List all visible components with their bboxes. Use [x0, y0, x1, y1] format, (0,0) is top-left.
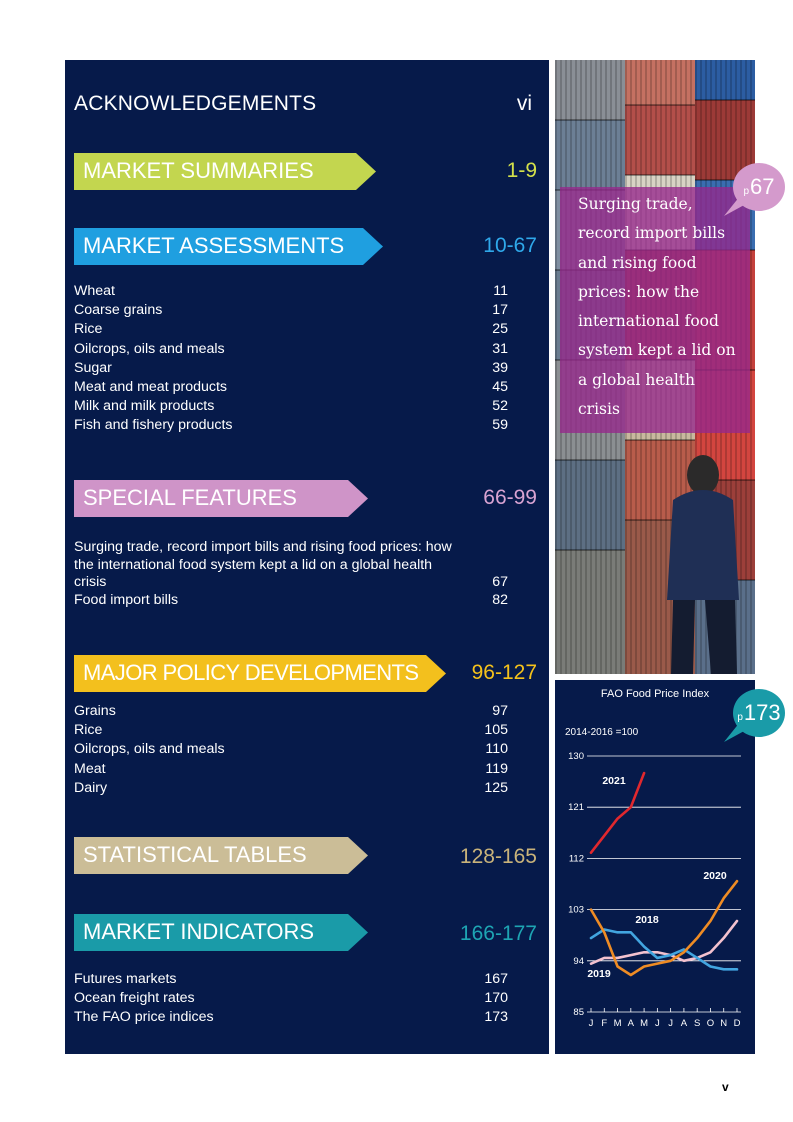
major-policy-entries	[74, 702, 508, 798]
toc-entry-label: Oilcrops, oils and meals	[74, 340, 225, 357]
bubble-tail	[724, 196, 746, 218]
toc-entry[interactable]	[74, 320, 508, 339]
toc-entry-page: 110	[485, 741, 508, 758]
x-tick-label: N	[720, 1018, 728, 1029]
section-title: SPECIAL FEATURES	[83, 485, 297, 510]
toc-entry-label: Sugar	[74, 359, 112, 376]
toc-entry[interactable]	[74, 1008, 508, 1027]
toc-entry-page: 125	[484, 779, 508, 796]
x-tick-label: F	[601, 1018, 608, 1029]
series-label: 2020	[703, 870, 727, 882]
acknowledgements-page: vi	[516, 92, 532, 115]
toc-entry-page: 170	[484, 990, 508, 1007]
toc-entry-page: 31	[492, 340, 508, 357]
y-tick-label: 85	[573, 1007, 584, 1018]
toc-entry[interactable]	[74, 359, 508, 378]
bubble-prefix: p	[743, 185, 750, 197]
market-assessments-entries	[74, 282, 508, 436]
chart-subtitle: 2014-2016 =100	[565, 727, 639, 738]
x-tick-label: M	[613, 1018, 622, 1029]
toc-entry-label: Coarse grains	[74, 302, 163, 319]
x-tick-label: S	[694, 1018, 701, 1029]
toc-entry[interactable]	[74, 721, 508, 740]
page-number: v	[722, 1080, 729, 1094]
toc-entry-label: Meat and meat products	[74, 378, 227, 395]
chart-title: FAO Food Price Index	[600, 688, 710, 700]
y-tick-label: 112	[568, 853, 584, 865]
bubble-page: 173	[743, 700, 781, 725]
y-tick-label: 130	[568, 751, 584, 762]
x-tick-label: A	[627, 1018, 634, 1029]
toc-entry[interactable]	[74, 702, 508, 721]
toc-entry[interactable]	[74, 539, 508, 592]
toc-entry[interactable]	[74, 760, 508, 779]
series-label: 2021	[602, 775, 626, 787]
section-pages: 166-177	[459, 922, 537, 945]
callout-text: Surging trade, record import bills and rising food prices: how the international food system kept a lid on a global health crisis	[578, 195, 736, 419]
toc-entry-label: Rice	[74, 321, 103, 338]
x-tick-label: J	[588, 1018, 594, 1029]
special-features-entries	[74, 539, 508, 609]
bubble-page: 67	[750, 174, 775, 199]
acknowledgements-label[interactable]: ACKNOWLEDGEMENTS	[74, 92, 317, 115]
toc-entry-page: 17	[492, 302, 508, 319]
section-pages: 96-127	[471, 661, 537, 684]
toc-entry-page: 11	[493, 283, 508, 299]
y-tick-label: 94	[573, 955, 584, 967]
toc-entry-label: Milk and milk products	[74, 398, 215, 415]
toc-entry[interactable]	[74, 378, 508, 397]
toc-entry-page: 39	[492, 359, 508, 376]
toc-entry[interactable]	[74, 416, 508, 435]
toc-entry-label: Ocean freight rates	[74, 990, 195, 1007]
market-indicators-entries	[74, 970, 508, 1028]
toc-entry-label: Rice	[74, 722, 103, 739]
section-title: MAJOR POLICY DEVELOPMENTS	[83, 660, 419, 685]
section-title: MARKET INDICATORS	[83, 919, 315, 944]
toc-entry-label: Wheat	[74, 283, 116, 299]
x-tick-label: D	[733, 1018, 741, 1029]
toc-entry-label: Grains	[74, 703, 116, 719]
section-title: MARKET SUMMARIES	[83, 158, 314, 183]
x-tick-label: O	[706, 1018, 715, 1029]
toc-entry-page: 59	[492, 417, 508, 434]
toc-entry[interactable]	[74, 989, 508, 1008]
toc-entry-page: 173	[484, 1009, 508, 1026]
toc-entry[interactable]	[74, 282, 508, 301]
section-title: STATISTICAL TABLES	[83, 842, 307, 867]
toc-entry-page: 119	[485, 760, 508, 777]
toc-entry[interactable]	[74, 397, 508, 416]
toc-entry-label: Futures markets	[74, 971, 177, 987]
toc-entry-label: Fish and fishery products	[74, 417, 233, 434]
toc-entry-page: 82	[492, 591, 508, 608]
toc-panel	[65, 60, 549, 1054]
toc-entry-page: 52	[492, 398, 508, 415]
toc-entry-label: Meat	[74, 760, 106, 777]
section-pages: 66-99	[483, 486, 537, 509]
section-pages: 10-67	[483, 234, 537, 257]
toc-entry-label: Surging trade, record import bills and rising food prices: how the international food system kept a lid on a global health crisis	[74, 539, 452, 590]
toc-entry[interactable]	[74, 740, 508, 759]
y-tick-label: 103	[568, 904, 584, 916]
y-tick-label: 121	[568, 802, 584, 814]
toc-entry[interactable]	[74, 301, 508, 320]
toc-entry-label: Oilcrops, oils and meals	[74, 741, 225, 758]
x-tick-label: A	[680, 1018, 688, 1029]
section-title: MARKET ASSESSMENTS	[83, 233, 345, 258]
toc-entry-label: Dairy	[74, 779, 108, 796]
toc-entry-page: 25	[492, 321, 508, 338]
x-tick-label: M	[640, 1018, 649, 1029]
toc-entry-page: 67	[492, 574, 508, 590]
toc-entry-label: Food import bills	[74, 591, 179, 608]
toc-entry[interactable]	[74, 340, 508, 359]
section-pages: 1-9	[506, 159, 537, 182]
section-pages: 128-165	[459, 845, 537, 868]
x-tick-label: J	[668, 1018, 674, 1029]
toc-entry[interactable]	[74, 592, 508, 610]
toc-entry[interactable]	[74, 779, 508, 798]
feature-callout[interactable]	[560, 187, 750, 433]
toc-entry-page: 167	[484, 971, 508, 987]
bubble-tail	[724, 722, 746, 744]
toc-entry[interactable]	[74, 970, 508, 989]
toc-entry-page: 97	[492, 703, 508, 719]
series-label: 2019	[587, 968, 611, 980]
x-tick-label: J	[654, 1018, 660, 1029]
bubble-prefix: p	[737, 711, 743, 723]
toc-entry-label: The FAO price indices	[74, 1009, 214, 1026]
series-label: 2018	[635, 914, 659, 926]
toc-entry-page: 45	[492, 378, 508, 395]
toc-entry-page: 105	[484, 722, 508, 739]
